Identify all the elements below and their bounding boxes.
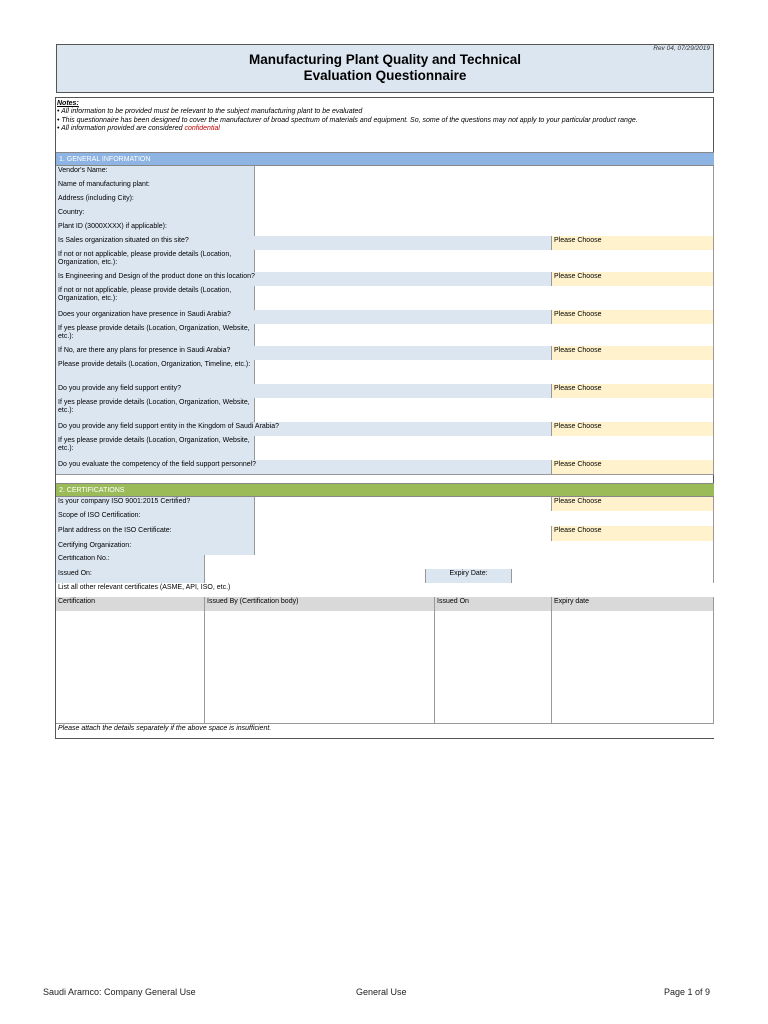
col-header-certification: Certification	[56, 597, 205, 611]
table-row	[56, 681, 714, 696]
page-title-line1: Manufacturing Plant Quality and Technical	[248, 52, 522, 67]
plant-address-dropdown[interactable]: Please Choose	[552, 526, 714, 541]
table-row	[56, 611, 714, 626]
table-cell[interactable]	[552, 695, 714, 709]
col-header-issued-by: Issued By (Certification body)	[205, 597, 435, 611]
general-info-row	[56, 194, 714, 209]
cert-table-header	[56, 597, 714, 612]
general-info-row	[56, 398, 714, 423]
table-cell[interactable]	[56, 639, 205, 653]
table-cell[interactable]	[552, 681, 714, 695]
question-label: Is Sales organization situated on this site?	[56, 236, 552, 250]
question-label: Is Engineering and Design of the product done on this location?	[56, 272, 552, 286]
table-cell[interactable]	[435, 639, 552, 653]
general-info-row	[56, 208, 714, 223]
table-cell[interactable]	[56, 667, 205, 681]
please-choose-dropdown[interactable]: Please Choose	[552, 460, 714, 474]
question-label: If not or not applicable, please provide details (Location, Organization, etc.):	[56, 250, 255, 272]
certifying-org-input[interactable]	[255, 541, 714, 555]
footer-center: General Use	[356, 987, 407, 997]
please-choose-dropdown[interactable]: Please Choose	[552, 346, 714, 360]
general-info-row	[56, 310, 714, 325]
table-cell[interactable]	[56, 695, 205, 709]
please-choose-dropdown[interactable]: Please Choose	[552, 422, 714, 436]
table-cell[interactable]	[205, 695, 435, 709]
expiry-date-label: Expiry Date:	[426, 569, 512, 583]
please-choose-dropdown[interactable]: Please Choose	[552, 272, 714, 286]
question-label: If yes please provide details (Location, Organization, Website, etc.):	[56, 398, 255, 422]
table-cell[interactable]	[56, 681, 205, 695]
plant-address-row	[56, 526, 714, 542]
answer-input[interactable]	[255, 436, 714, 460]
question-label: Does your organization have presence in Saudi Arabia?	[56, 310, 552, 324]
question-label: Do you provide any field support entity in the Kingdom of Saudi Arabia?	[56, 422, 552, 436]
table-cell[interactable]	[205, 681, 435, 695]
question-label: If not or not applicable, please provide details (Location, Organization, etc.):	[56, 286, 255, 310]
note-line: • This questionnaire has been designed to cover the manufacturer of broad spectrum of materials and equipment. So, some of the questions may not apply to your particular product range.	[57, 116, 638, 124]
note-text: • All information provided are considered	[57, 125, 185, 133]
answer-input[interactable]	[255, 166, 714, 180]
table-row	[56, 667, 714, 682]
table-cell[interactable]	[435, 681, 552, 695]
question-label: If No, are there any plans for presence in Saudi Arabia?	[56, 346, 552, 360]
question-label: Vendor's Name:	[56, 166, 255, 180]
general-info-row	[56, 436, 714, 461]
answer-input[interactable]	[255, 222, 714, 236]
iso-certified-label: Is your company ISO 9001:2015 Certified?	[56, 497, 255, 511]
please-choose-dropdown[interactable]: Please Choose	[552, 310, 714, 324]
iso-certified-row	[56, 497, 714, 512]
table-row	[56, 653, 714, 668]
general-info-row	[56, 460, 714, 475]
confidential-label: confidential	[184, 125, 220, 133]
general-info-row	[56, 422, 714, 437]
footer-left: Saudi Aramco: Company General Use	[43, 987, 196, 997]
answer-input[interactable]	[255, 180, 714, 194]
question-label: Plant ID (3000XXXX) if applicable):	[56, 222, 255, 236]
table-cell[interactable]	[435, 611, 552, 625]
list-certificates-label: List all other relevant certificates (ASME, API, ISO, etc.)	[56, 583, 714, 597]
expiry-date-input[interactable]	[512, 569, 714, 583]
table-row	[56, 695, 714, 710]
cert-no-row	[56, 555, 714, 570]
general-info-row	[56, 222, 714, 237]
general-info-row	[56, 324, 714, 347]
iso-certified-dropdown[interactable]: Please Choose	[552, 497, 714, 511]
general-info-row	[56, 272, 714, 287]
scope-row	[56, 511, 714, 527]
table-cell[interactable]	[56, 611, 205, 625]
answer-input[interactable]	[255, 286, 714, 310]
table-cell[interactable]	[205, 667, 435, 681]
table-cell[interactable]	[56, 653, 205, 667]
answer-input[interactable]	[255, 360, 714, 384]
question-label: Name of manufacturing plant:	[56, 180, 255, 194]
question-label: Do you evaluate the competency of the field support personnel?	[56, 460, 552, 474]
answer-input[interactable]	[255, 194, 714, 208]
table-row	[56, 709, 714, 724]
table-cell[interactable]	[435, 667, 552, 681]
cert-no-label: Certification No.:	[56, 555, 205, 569]
question-label: Address (including City):	[56, 194, 255, 208]
question-label: If yes please provide details (Location, Organization, Website, etc.):	[56, 324, 255, 346]
revision-label: Rev 04, 07/29/2019	[653, 45, 710, 52]
section-header-general: 1. GENERAL INFORMATION	[56, 152, 714, 166]
table-cell[interactable]	[205, 653, 435, 667]
general-info-row	[56, 346, 714, 361]
table-cell[interactable]	[552, 653, 714, 667]
notes-block	[57, 100, 712, 134]
table-cell[interactable]	[205, 611, 435, 625]
list-certificates-row	[56, 583, 714, 598]
general-info-row	[56, 180, 714, 195]
table-cell[interactable]	[435, 709, 552, 723]
cert-no-input[interactable]	[205, 555, 714, 569]
general-info-row	[56, 236, 714, 251]
table-cell[interactable]	[552, 709, 714, 723]
question-label: If yes please provide details (Location, Organization, Website, etc.):	[56, 436, 255, 460]
question-label: Please provide details (Location, Organization, Timeline, etc.):	[56, 360, 255, 384]
issued-on-label: Issued On:	[56, 569, 205, 583]
table-cell[interactable]	[552, 611, 714, 625]
general-info-row	[56, 250, 714, 273]
note-line: • All information to be provided must be relevant to the subject manufacturing plant to be evaluated	[57, 108, 363, 116]
general-info-row	[56, 166, 714, 181]
answer-input[interactable]	[255, 208, 714, 222]
table-cell[interactable]	[435, 625, 552, 639]
notes-heading: Notes:	[57, 100, 79, 107]
table-cell[interactable]	[435, 695, 552, 709]
certifying-org-row	[56, 541, 714, 556]
page-title-line2: Evaluation Questionnaire	[303, 68, 467, 83]
footer-page-number: Page 1 of 9	[664, 987, 711, 997]
table-cell[interactable]	[435, 653, 552, 667]
issued-on-input[interactable]	[205, 569, 426, 583]
table-cell[interactable]	[205, 709, 435, 723]
please-choose-dropdown[interactable]: Please Choose	[552, 236, 714, 250]
general-info-row	[56, 286, 714, 311]
table-cell[interactable]	[56, 625, 205, 639]
scope-input[interactable]	[255, 511, 714, 526]
issued-expiry-row	[56, 569, 714, 584]
please-choose-dropdown[interactable]: Please Choose	[552, 384, 714, 398]
question-label: Do you provide any field support entity?	[56, 384, 552, 398]
scope-label: Scope of ISO Certification:	[56, 511, 255, 526]
plant-address-input[interactable]	[255, 526, 552, 541]
table-row	[56, 625, 714, 640]
note-line	[57, 125, 712, 133]
table-cell[interactable]	[552, 625, 714, 639]
table-cell[interactable]	[552, 639, 714, 653]
general-info-row	[56, 360, 714, 385]
plant-address-label: Plant address on the ISO Certificate:	[56, 526, 255, 541]
title-box	[56, 44, 714, 93]
col-header-expiry-date: Expiry date	[552, 597, 714, 611]
table-cell[interactable]	[205, 639, 435, 653]
table-cell[interactable]	[552, 667, 714, 681]
col-header-issued-on: Issued On	[435, 597, 552, 611]
question-label: Country:	[56, 208, 255, 222]
answer-input[interactable]	[255, 250, 714, 272]
table-row	[56, 639, 714, 654]
iso-certified-answer[interactable]	[255, 497, 552, 511]
answer-input[interactable]	[255, 398, 714, 422]
attach-note: Please attach the details separately if the above space is insufficient.	[56, 724, 714, 738]
certifying-org-label: Certifying Organization:	[56, 541, 255, 555]
answer-input[interactable]	[255, 324, 714, 346]
table-cell[interactable]	[205, 625, 435, 639]
section-header-certifications: 2. CERTIFICATIONS	[56, 483, 714, 497]
general-info-row	[56, 384, 714, 399]
table-cell[interactable]	[56, 709, 205, 723]
attach-note-row	[56, 724, 714, 738]
